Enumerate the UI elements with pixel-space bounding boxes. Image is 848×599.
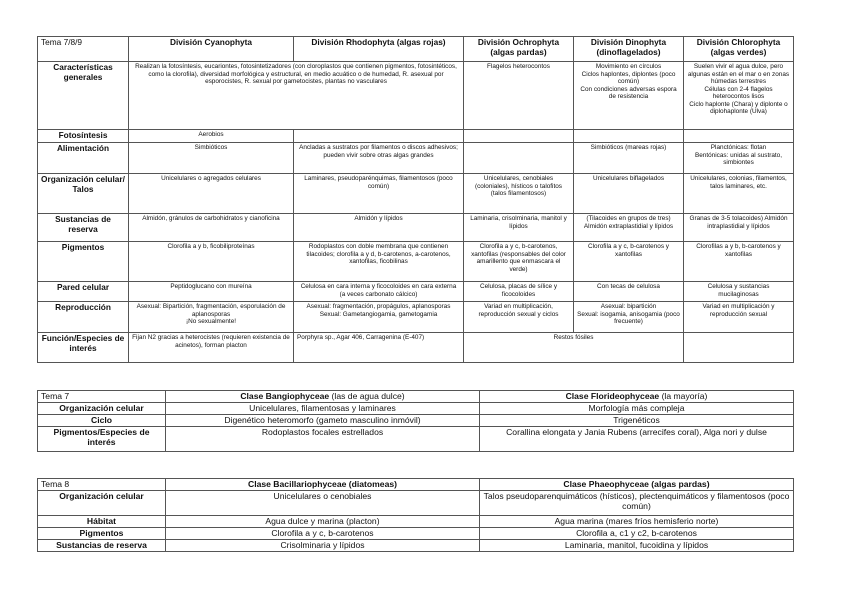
header-ochrophyta: División Ochrophyta (algas pardas) <box>464 37 574 62</box>
cell-cyano: Clorofila a y b, ficobiliproteínas <box>129 242 294 282</box>
cell-bacillario: Agua dulce y marina (placton) <box>166 516 480 528</box>
row-label: Organización celular/ Talos <box>38 174 129 214</box>
class-name: Clase Bangiophyceae <box>240 391 330 401</box>
cell-cyano: Peptidoglucano con mureína <box>129 282 294 302</box>
header-chlorophyta: División Chlorophyta (algas verdes) <box>684 37 794 62</box>
row-organizacion <box>38 174 794 214</box>
header-dinophyta: División Dinophyta (dinoflagelados) <box>574 37 684 62</box>
cell-rhodo: Asexual: fragmentación, propágulos, aplanosporas Sexual: Gametangiogamia, gametogamia <box>294 302 464 333</box>
cell-dino: Con tecas de celulosa <box>574 282 684 302</box>
class-name: Clase Florideophyceae <box>565 391 660 401</box>
cell-chloro <box>684 130 794 143</box>
class-note: (la mayoría) <box>659 391 708 401</box>
cell-ochro: Variad en multiplicación, reproducción sexual y ciclos <box>464 302 574 333</box>
table1-corner: Tema 7/8/9 <box>38 37 129 62</box>
cell-chloro <box>684 333 794 363</box>
row-label: Reproducción <box>38 302 129 333</box>
row-fotosintesis <box>38 130 794 143</box>
cell-florideo: Morfología más compleja <box>480 403 794 415</box>
row-label: Organización celular <box>38 403 166 415</box>
cell-rhodo: Porphyra sp., Agar 406, Carragenina (E-407) <box>294 333 464 363</box>
table-row <box>38 516 794 528</box>
header-florideophyceae <box>480 391 794 403</box>
cell-phaeo: Agua marina (mares fríos hemisferio norte) <box>480 516 794 528</box>
cell-phaeo: Talos pseudoparenquimáticos (hísticos), plectenquimáticos y filamentosos (poco común) <box>480 491 794 516</box>
row-label: Hábitat <box>38 516 166 528</box>
row-label: Pared celular <box>38 282 129 302</box>
table-row <box>38 403 794 415</box>
cell-rhodo: Ancladas a sustratos por filamentos o discos adhesivos; pueden vivir sobre otras algas grandes <box>294 143 464 174</box>
cell-phaeo: Clorofila a, c1 y c2, b-carotenos <box>480 528 794 540</box>
cell-bacillario: Unicelulares o cenobiales <box>166 491 480 516</box>
cell-chloro: Variad en multiplicación y reproducción sexual <box>684 302 794 333</box>
table1-header-row <box>38 37 794 62</box>
table-row <box>38 540 794 552</box>
cell-florideo: Trigenéticos <box>480 415 794 427</box>
table-row <box>38 427 794 452</box>
cell-bangio: Rodoplastos focales estrellados <box>166 427 480 452</box>
row-funcion-especies <box>38 333 794 363</box>
row-alimentacion <box>38 143 794 174</box>
cell-dino <box>574 130 684 143</box>
row-label: Características generales <box>38 62 129 130</box>
cell-cyano: Unicelulares o agregados celulares <box>129 174 294 214</box>
table3-corner: Tema 8 <box>38 479 166 491</box>
row-pared-celular <box>38 282 794 302</box>
row-pigmentos <box>38 242 794 282</box>
table2-corner: Tema 7 <box>38 391 166 403</box>
cell-rhodo: Celulosa en cara interna y ficocoloides en cara externa (a veces carbonato cálcico) <box>294 282 464 302</box>
cell-cyano: Aerobios <box>129 130 294 143</box>
cell-dino: Simbióticos (mareas rojas) <box>574 143 684 174</box>
row-label: Organización celular <box>38 491 166 516</box>
row-label: Pigmentos/Especies de interés <box>38 427 166 452</box>
cell-chloro: Unicelulares, colonias, filamentos, talos laminares, etc. <box>684 174 794 214</box>
cell-chloro: Granas de 3-5 tolacoides) Almidón intraplastidial y lípidos <box>684 214 794 242</box>
header-cyanophyta: División Cyanophyta <box>129 37 294 62</box>
cell-bacillario: Crisolminaria y lípidos <box>166 540 480 552</box>
cell-dino: Unicelulares biflagelados <box>574 174 684 214</box>
row-reproduccion <box>38 302 794 333</box>
cell-dino: Movimiento en círculos Ciclos haplontes, diplontes (poco común) Con condiciones adversas espora de resistencia <box>574 62 684 130</box>
table-row <box>38 491 794 516</box>
cell-dino: Asexual: bipartición Sexual: isogamia, anisogamia (poco frecuente) <box>574 302 684 333</box>
cell-ochro: Laminaria, crisolminaria, manitol y lípidos <box>464 214 574 242</box>
row-label: Fotosíntesis <box>38 130 129 143</box>
cell-chloro: Suelen vivir el agua dulce, pero algunas están en el mar o en zonas húmedas terrestres Células con 2-4 flagelos heterocontos lisos Ciclo haplonte (Chara) y diplonte o diplohaplonte (Ulva) <box>684 62 794 130</box>
row-caracteristicas <box>38 62 794 130</box>
row-label: Sustancias de reserva <box>38 540 166 552</box>
cell-bangio: Unicelulares, filamentosas y laminares <box>166 403 480 415</box>
cell-florideo: Corallina elongata y Jania Rubens (arrecifes coral), Alga nori y dulse <box>480 427 794 452</box>
table3-header-row <box>38 479 794 491</box>
table-row <box>38 528 794 540</box>
cell-cyano: Fijan N2 gracias a heterocistes (requieren existencia de acinetos), forman placton <box>129 333 294 363</box>
cell-chloro: Planctónicas: flotan Bentónicas: unidas al sustrato, simbiontes <box>684 143 794 174</box>
header-rhodophyta: División Rhodophyta (algas rojas) <box>294 37 464 62</box>
cell-ochro: Flagelos heterocontos <box>464 62 574 130</box>
cell-chloro: Clorofilas a y b, b-carotenos y xantofilas <box>684 242 794 282</box>
cell-chloro: Celulosa y sustancias mucilaginosas <box>684 282 794 302</box>
cell-dino: (Tilacoides en grupos de tres) Almidón extraplastidial y lípidos <box>574 214 684 242</box>
cell-rhodo: Laminares, pseudoparénquimas, filamentosos (poco común) <box>294 174 464 214</box>
row-label: Sustancias de reserva <box>38 214 129 242</box>
header-bangiophyceae <box>166 391 480 403</box>
cell-phaeo: Laminaria, manitol, fucoidina y lípidos <box>480 540 794 552</box>
cell-ochro: Unicelulares, cenobiales (coloniales), hísticos o talofitos (talos filamentosos) <box>464 174 574 214</box>
row-label: Función/Especies de interés <box>38 333 129 363</box>
header-bacillariophyceae: Clase Bacillariophyceae (diatomeas) <box>166 479 480 491</box>
table2-header-row <box>38 391 794 403</box>
class-note: (las de agua dulce) <box>329 391 405 401</box>
cell-cyano: Almidón, gránulos de carbohidratos y cianoficina <box>129 214 294 242</box>
ochrophyta-classes-table <box>37 478 794 552</box>
cell-rhodo: Almidón y lípidos <box>294 214 464 242</box>
row-sustancias-reserva <box>38 214 794 242</box>
rhodophyta-classes-table <box>37 390 794 452</box>
row-label: Pigmentos <box>38 528 166 540</box>
cell-cyano: Simbióticos <box>129 143 294 174</box>
table-row <box>38 415 794 427</box>
cell-ochro <box>464 130 574 143</box>
header-phaeophyceae: Clase Phaeophyceae (algas pardas) <box>480 479 794 491</box>
cell-bangio: Digenético heteromorfo (gameto masculino inmóvil) <box>166 415 480 427</box>
cell-dino: Clorofila a y c, b-carotenos y xantofilas <box>574 242 684 282</box>
cell-ochro: Celulosa, placas de sílice y ficocoloides <box>464 282 574 302</box>
row-label: Alimentación <box>38 143 129 174</box>
cell-ochro-dino: Restos fósiles <box>464 333 684 363</box>
cell-bacillario: Clorofila a y c, b-carotenos <box>166 528 480 540</box>
cell-rhodo <box>294 130 464 143</box>
cell-rhodo: Rodoplastos con doble membrana que contienen tilacoides; clorofila a y d, b-carotenos, a-carotenos, xantofilas, ficobilinas <box>294 242 464 282</box>
cell-cyano: Asexual: Bipartición, fragmentación, esporulación de aplanosporas ¡No sexualmente! <box>129 302 294 333</box>
algae-divisions-table <box>37 36 794 363</box>
cell-ochro: Clorofila a y c, b-carotenos, xantofilas (responsables del color amarillento que enmascara el verde) <box>464 242 574 282</box>
row-label: Ciclo <box>38 415 166 427</box>
cell-cyano-rhodo: Realizan la fotosíntesis, eucariontes, fotosintetizadores (con cloroplastos que contienen pigmentos, fotosintéticos, como la clorofila), diversidad morfológica y estructural, en medio acuático o de humedad, R. asexual por esporocistes, R. sexual por gametocistes, plantas no vasculares <box>129 62 464 130</box>
cell-ochro <box>464 143 574 174</box>
row-label: Pigmentos <box>38 242 129 282</box>
